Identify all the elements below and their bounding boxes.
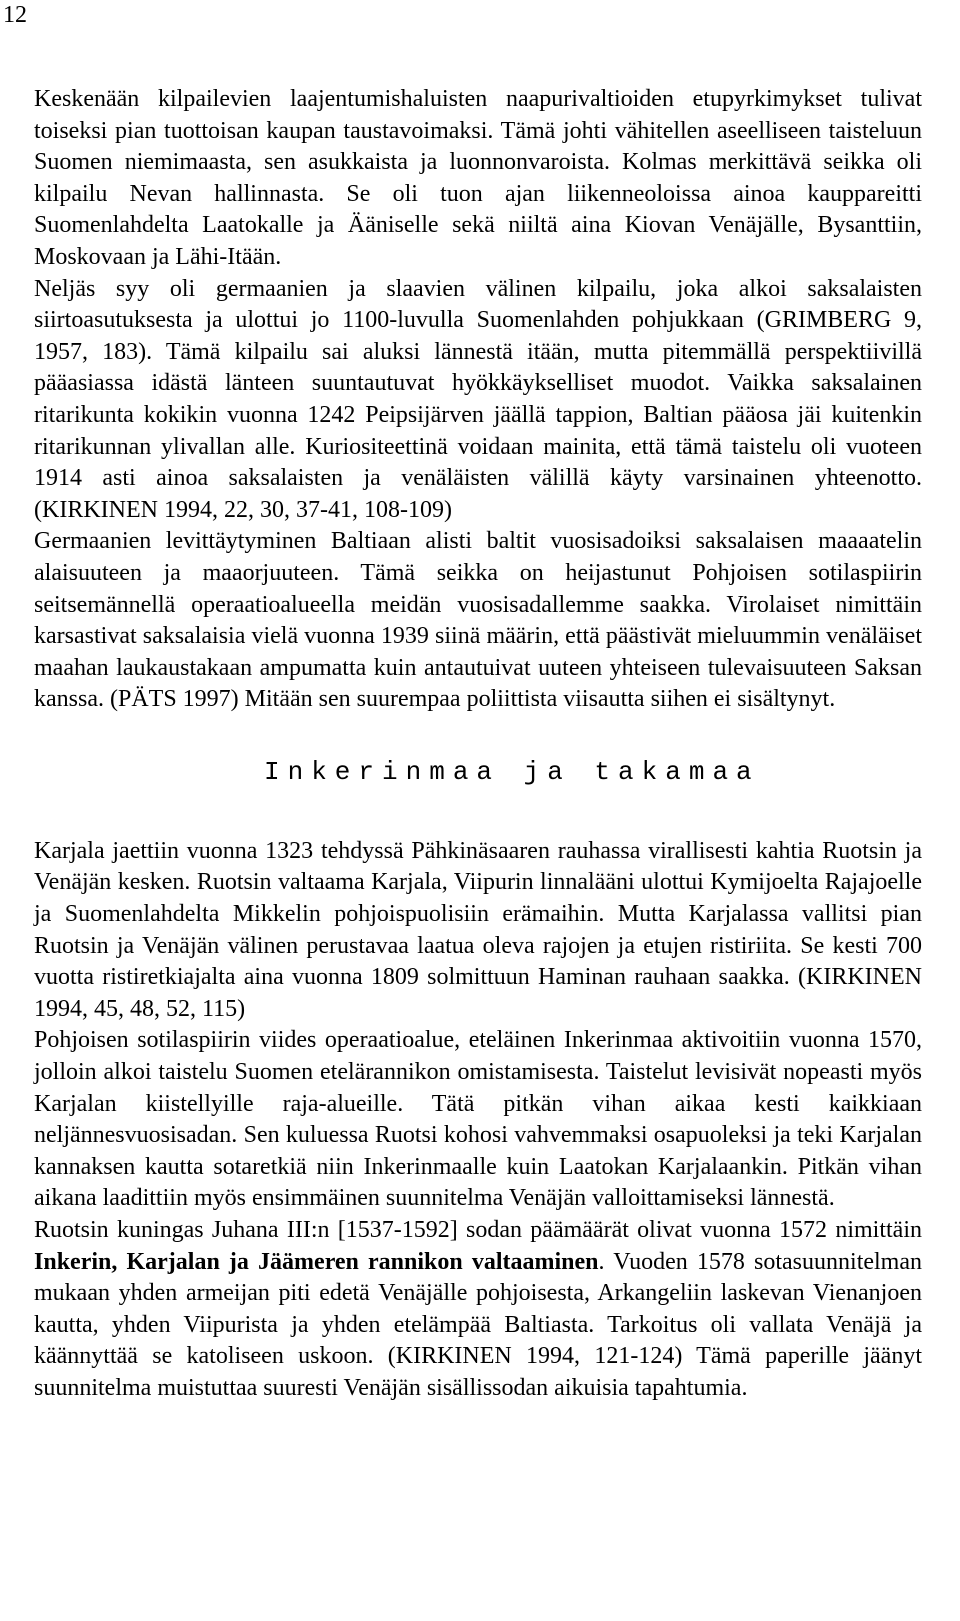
paragraph-text: . Vuoden 1578 sotasuunnitelman mukaan yhden armeijan piti edetä Venäjälle pohjoisesta, Arkangeliin laskevan Vienanjoen kautta, yhden Viipurista ja yhden etelämpää Baltiasta. Tarkoitus oli vallata Venäjä ja käännyttää se katoliseen uskoon. (KIRKINEN 1994, 121-124) Tämä paperille jäänyt suunnitelma muistuttaa suuresti Venäjän sisällissodan aikuisia tapahtumia.	[34, 1248, 923, 1401]
emphasized-text: Inkerin, Karjalan ja Jäämeren rannikon valtaaminen	[34, 1248, 599, 1275]
section-heading: Inkerinmaa ja takamaa	[264, 756, 760, 787]
paragraph: Germaanien levittäytyminen Baltiaan alisti baltit vuosisadoiksi saksalaisen maaaatelin alaisuuteen ja maaorjuuteen. Tämä seikka on heijastunut Pohjoisen sotilaspiirin seitsemännellä operaatioalueella meidän vuosisadallemme saakka. Virolaiset nimittäin karsastivat saksalaisia vielä vuonna 1939 siinä määrin, että päästivät mieluummin venäläiset maahan laukaustakaan ampumatta kuin antautuivat uuteen yhteiseen tulevaisuuteen Saksan kanssa. (PÄTS 1997) Mitään sen suurempaa poliittista viisautta siihen ei sisältynyt.	[34, 528, 922, 713]
page-number: 12	[3, 2, 27, 28]
paragraph: Karjala jaettiin vuonna 1323 tehdyssä Pähkinäsaaren rauhassa virallisesti kahtia Ruotsin ja Venäjän kesken. Ruotsin valtaama Karjala, Viipurin linnalääni ulottui Kymijoelta Rajajoelle ja Suomenlahdelta Mikkelin pohjoispuolisiin erämaihin. Mutta Karjalassa vallitsi pian Ruotsin ja Venäjän välinen perustavaa laatua oleva rajojen ja etujen ristiriita. Se kesti 700 vuotta ristiretkiajalta aina vuonna 1809 solmittuun Haminan rauhaan saakka. (KIRKINEN 1994, 45, 48, 52, 115)	[34, 837, 922, 1022]
paragraph: Neljäs syy oli germaanien ja slaavien välinen kilpailu, joka alkoi saksalaisten siirtoasutuksesta ja ulottui jo 1100-luvulla Suomenlahden pohjukkaan (GRIMBERG 9, 1957, 183). Tämä kilpailu sai aluksi lännestä itään, mutta pitemmällä perspektiivillä pääasiassa idästä länteen suuntautuvat hyökkäykselliset muodot. Vaikka saksalainen ritarikunta kokikin vuonna 1242 Peipsijärven jäällä tappion, Baltian pääosa jäi kuitenkin ritarikunnan ylivallan alle. Kuriositeettinä voidaan mainita, että tämä taistelu oli vuoteen 1914 asti ainoa saksalaisten ja venäläisten välillä käyty varsinainen yhteenotto. (KIRKINEN 1994, 22, 30, 37-41, 108-109)	[34, 275, 922, 523]
page-body	[34, 84, 922, 1405]
paragraph	[34, 1215, 922, 1405]
paragraph: Keskenään kilpailevien laajentumishaluisten naapurivaltioiden etupyrkimykset tulivat toiseksi pian tuottoisan kaupan taustavoimaksi. Tämä johti vähitellen aseelliseen taisteluun Suomen niemimaasta, sen asukkaista ja luonnonvaroista. Kolmas merkittävä seikka oli kilpailu Nevan hallinnasta. Se oli tuon ajan liikenneoloissa ainoa kauppareitti Suomenlahdelta Laatokalle ja Ääniselle sekä niiltä aina Kiovan Venäjälle, Bysanttiin, Moskovaan ja Lähi-Itään.	[34, 86, 922, 270]
paragraph: Pohjoisen sotilaspiirin viides operaatioalue, eteläinen Inkerinmaa aktivoitiin vuonna 1570, jolloin alkoi taistelu Suomen etelärannikon omistamisesta. Taistelut levisivät nopeasti myös Karjalan kiistellyille raja-alueille. Tätä pitkän vihan aikaa kesti kaikkiaan neljännesvuosisadan. Sen kuluessa Ruotsi kohosi vahvemmaksi osapuoleksi ja teki Karjalan kannaksen kautta sotaretkiä niin Inkerinmaalle kuin Laatokan Karjalaankin. Pitkän vihan aikana laadittiin myös ensimmäinen suunnitelma Venäjän valloittamiseksi lännestä.	[34, 1027, 922, 1212]
paragraph-text: Ruotsin kuningas Juhana III:n [1537-1592] sodan päämäärät olivat vuonna 1572 nimittäin	[34, 1217, 922, 1243]
